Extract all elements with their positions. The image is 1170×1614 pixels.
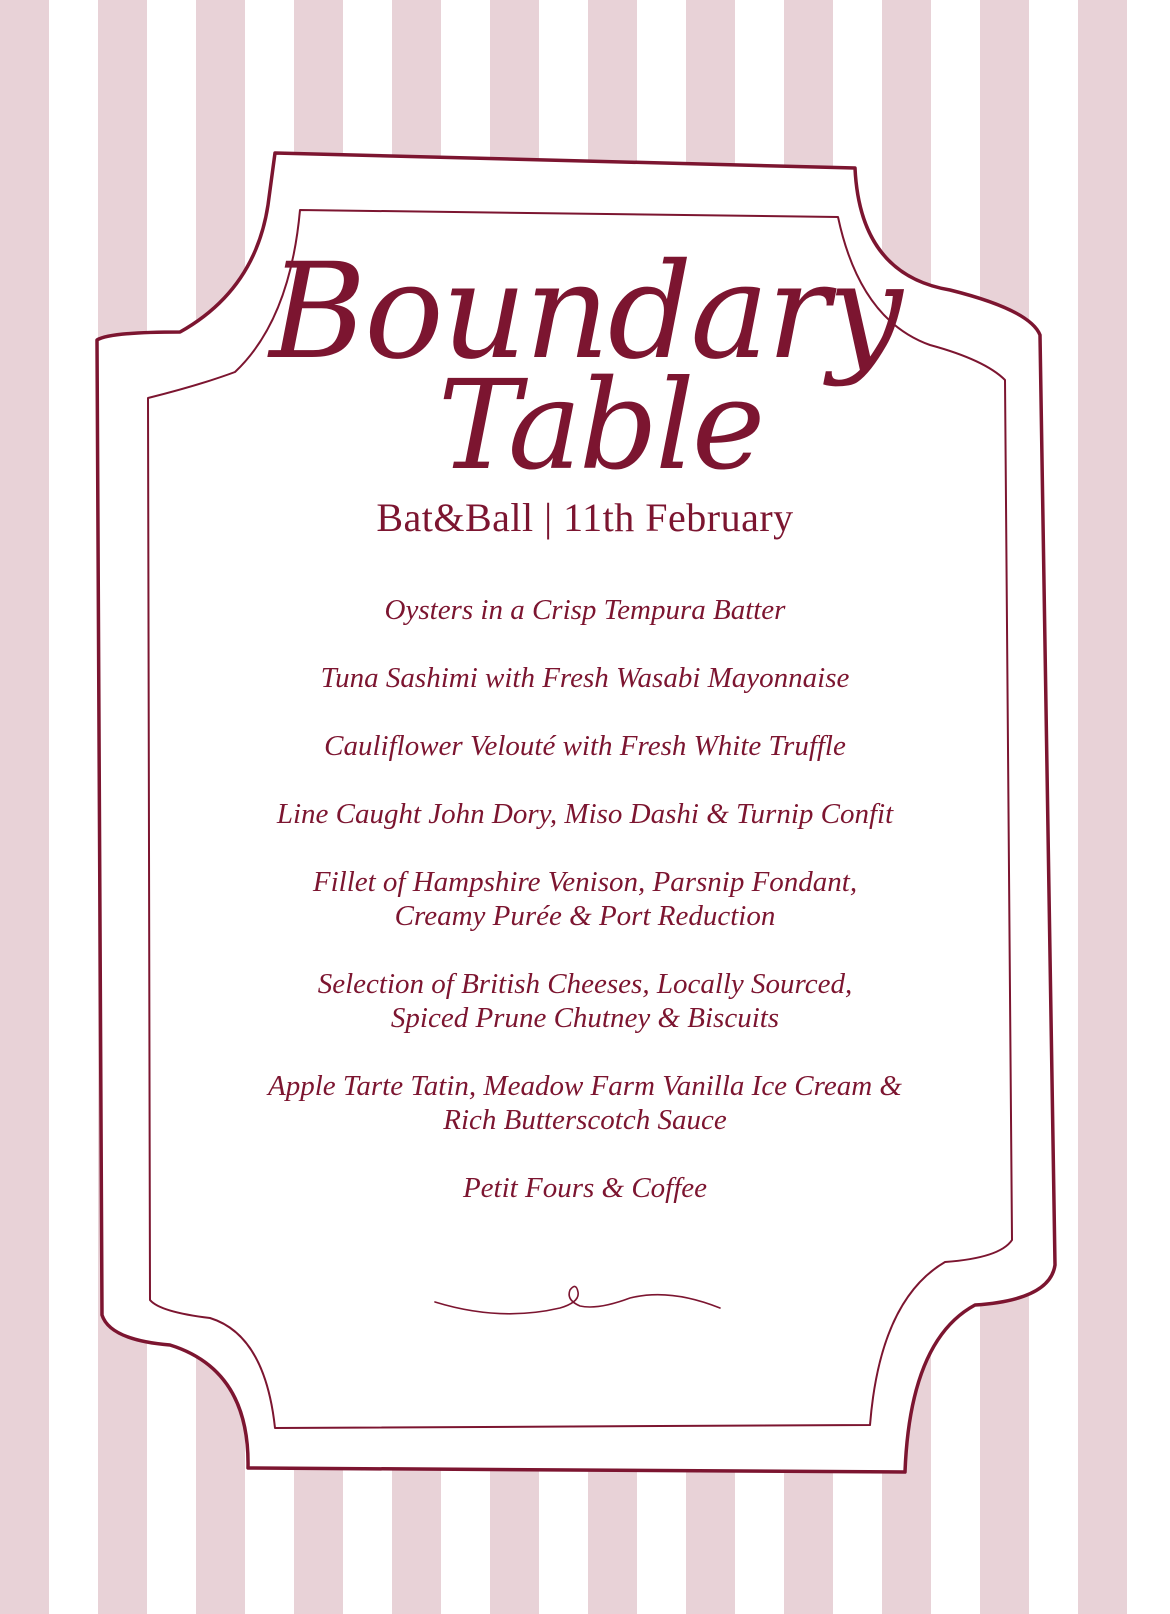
menu-item-line: Petit Fours & Coffee (462, 1172, 708, 1204)
flourish-divider-icon (430, 1270, 740, 1330)
menu-card-content (180, 235, 990, 1239)
menu-list (180, 593, 990, 1205)
menu-item-line: Apple Tarte Tatin, Meadow Farm Vanilla Ice Cream & (268, 1070, 902, 1102)
menu-item (180, 967, 990, 1035)
menu-subtitle: Bat&Ball | 11th February (376, 495, 794, 540)
menu-item-line: Cauliflower Velouté with Fresh White Truffle (324, 730, 846, 762)
menu-title-line2: Table (437, 354, 763, 498)
menu-item-line: Tuna Sashimi with Fresh Wasabi Mayonnaise (320, 662, 850, 694)
menu-item (180, 797, 990, 831)
menu-item-line: Selection of British Cheeses, Locally Sourced, (317, 968, 853, 1000)
menu-item (180, 1069, 990, 1137)
menu-item (180, 593, 990, 627)
menu-item-line: Spiced Prune Chutney & Biscuits (390, 1002, 780, 1034)
menu-item-line: Line Caught John Dory, Miso Dashi & Turnip Confit (276, 798, 894, 830)
menu-item-line: Creamy Purée & Port Reduction (394, 900, 776, 932)
menu-item (180, 865, 990, 933)
menu-item (180, 661, 990, 695)
menu-title-line1: Boundary (269, 235, 901, 389)
menu-item (180, 1171, 990, 1205)
menu-item-line: Fillet of Hampshire Venison, Parsnip Fondant, (312, 866, 858, 898)
menu-item-line: Oysters in a Crisp Tempura Batter (384, 594, 786, 626)
menu-item (180, 729, 990, 763)
menu-item-line: Rich Butterscotch Sauce (443, 1104, 727, 1136)
